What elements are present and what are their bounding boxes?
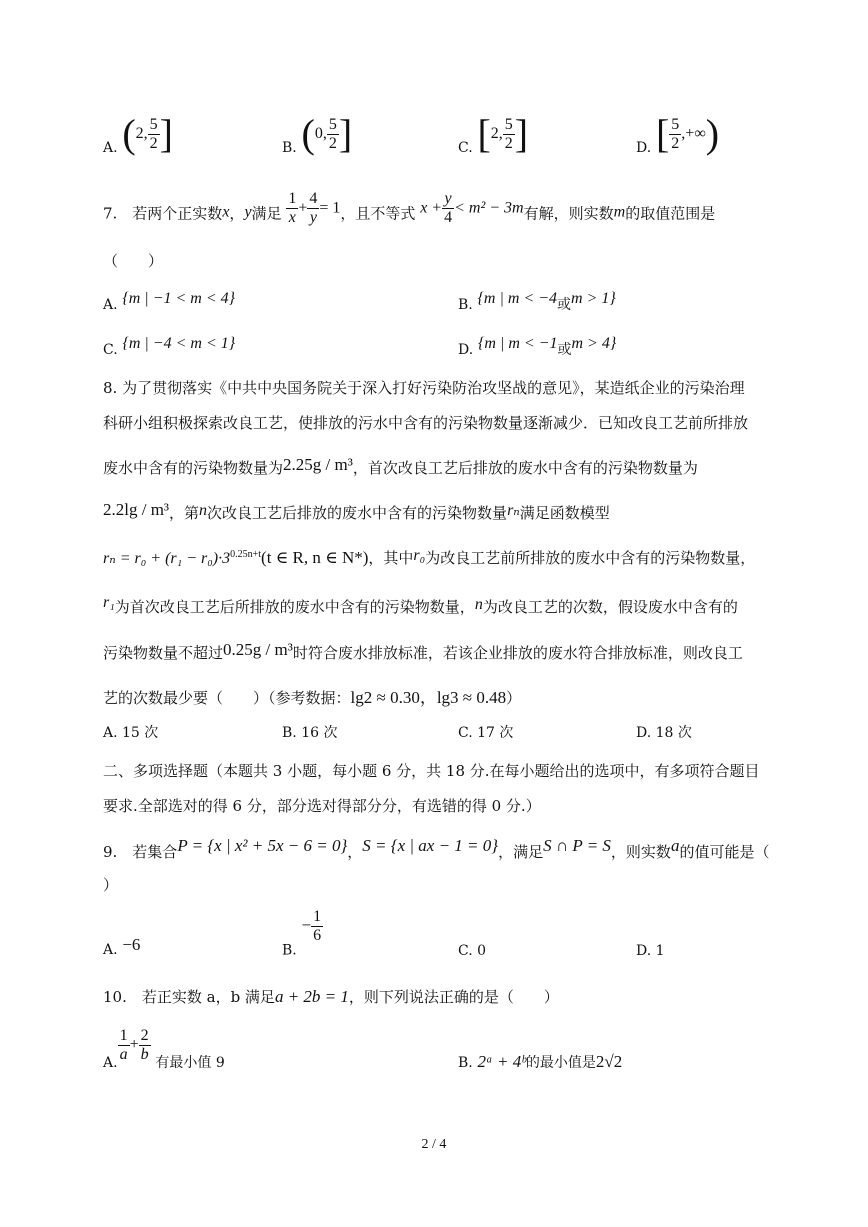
formula: rₙ = r₀ + (r₁ − r₀)·3 xyxy=(103,550,231,567)
q7-answer-paren: （ ） xyxy=(103,252,164,270)
separator: ， xyxy=(347,843,363,861)
option-expr: −6 xyxy=(122,935,141,954)
or-word: 或 xyxy=(557,297,572,313)
option-value: 2, xyxy=(135,125,148,142)
fraction xyxy=(503,116,515,153)
q7-stem-text: 7. 若两个正实数 xyxy=(103,204,223,223)
q7-stem-text: 满足 xyxy=(251,204,282,223)
q8-option-b: B. 16 次 xyxy=(282,725,338,741)
var-r1: r₁ xyxy=(103,594,115,611)
bracket-right: ] xyxy=(338,111,353,156)
q9-option-c: C. 0 xyxy=(458,943,487,959)
var-n: n xyxy=(474,596,483,613)
q9-option-b xyxy=(282,908,323,959)
numerator: 1 xyxy=(313,908,322,925)
q8-line-7 xyxy=(103,640,743,663)
minus-sign: − xyxy=(301,915,312,935)
denominator: 2 xyxy=(328,134,337,152)
q10-stem xyxy=(103,986,559,1007)
or-word: 或 xyxy=(557,342,572,358)
var-y: y xyxy=(244,203,252,221)
var-m: m xyxy=(613,203,626,221)
bracket-left: ( xyxy=(301,111,315,156)
option-text: 有最小值 9 xyxy=(155,1055,225,1071)
reference-data: lg2 ≈ 0.30，lg3 ≈ 0.48 xyxy=(350,688,507,707)
var-n: n xyxy=(199,502,208,519)
q7-stem-text: ，且不等式 xyxy=(340,204,416,223)
option-expr: m > 1} xyxy=(571,290,616,307)
numerator: 1 xyxy=(288,190,297,207)
set-p: P = {x | x² + 5x − 6 = 0} xyxy=(177,836,348,855)
value: 2.25g / m³ xyxy=(283,455,353,474)
fraction-1-over-x xyxy=(286,190,298,227)
inequality-left: x + xyxy=(420,199,443,217)
section2-heading-line-1: 二、多项选择题（本题共 3 小题，每小题 6 分，共 18 分.在每小题给出的选项中，有多项符合题目 xyxy=(103,762,760,780)
text: 为改良工艺的次数，假设废水中含有的 xyxy=(482,598,738,616)
fraction xyxy=(327,116,339,153)
text: 艺的次数最少要（ ）（参考数据： xyxy=(103,689,351,707)
option-label: B. xyxy=(282,942,297,959)
fraction xyxy=(148,116,160,153)
option-value: 2√2 xyxy=(595,1052,623,1071)
bracket-right: ] xyxy=(514,111,529,156)
equation-rhs: = 1 xyxy=(319,199,341,217)
section2-heading-line-2: 要求.全部选对的得 6 分，部分选对得部分分，有选错的得 0 分.） xyxy=(103,797,541,815)
q8-line-4 xyxy=(103,500,610,523)
fraction xyxy=(311,908,323,945)
q8-option-c: C. 17 次 xyxy=(458,725,514,741)
condition: (t ∈ R, n ∈ N*) xyxy=(261,548,369,567)
option-expr: {m | −1 < m < 4} xyxy=(122,290,236,307)
option-label: B. xyxy=(282,140,297,156)
bracket-left: ( xyxy=(122,111,136,156)
var-x: x xyxy=(222,203,230,221)
q9-option-a xyxy=(103,935,140,958)
text: ，第 xyxy=(169,504,200,522)
var-rn: rₙ xyxy=(507,502,520,519)
option-value: 0, xyxy=(314,125,327,142)
option-value: 2, xyxy=(490,125,503,142)
option-label: A. xyxy=(103,297,118,313)
numerator: 5 xyxy=(504,115,513,133)
denominator: 4 xyxy=(444,209,453,226)
separator: ， xyxy=(229,204,245,223)
numerator: 2 xyxy=(140,1027,149,1044)
q8-option-d: D. 18 次 xyxy=(636,725,692,741)
option-label: C. xyxy=(103,342,118,358)
denominator: 2 xyxy=(149,134,158,152)
q10-option-b xyxy=(458,1052,622,1072)
q7-stem-text: 的取值范围是 xyxy=(625,204,716,223)
option-label: A. xyxy=(103,1055,118,1071)
option-label: C. xyxy=(458,140,473,156)
denominator: x xyxy=(288,209,296,226)
set-s: S = {x | ax − 1 = 0} xyxy=(362,836,499,855)
numerator: 5 xyxy=(149,115,158,133)
option-label: D. xyxy=(458,342,474,358)
denominator: 2 xyxy=(671,134,680,152)
text: 9. 若集合 xyxy=(103,843,178,861)
q7-stem-text: 有解，则实数 xyxy=(523,204,614,223)
q9-option-d: D. 1 xyxy=(636,943,665,959)
bracket-left: [ xyxy=(655,111,670,156)
option-expr: 2ᵃ + 4ᵇ xyxy=(477,1052,526,1071)
option-label: B. xyxy=(458,297,473,313)
fraction-y-over-4 xyxy=(442,190,454,227)
option-label: B. xyxy=(458,1055,473,1071)
option-expr: {m | −4 < m < 1} xyxy=(122,335,236,352)
q6-option-a xyxy=(103,111,173,156)
text: ，则下列说法正确的是（ ） xyxy=(348,988,559,1006)
option-expr: m > 4} xyxy=(571,335,617,352)
q6-option-d xyxy=(636,111,720,156)
text: 污染物数量不超过 xyxy=(103,644,224,662)
denominator: a xyxy=(119,1046,128,1063)
option-value: ,+∞ xyxy=(681,125,706,142)
denominator: 6 xyxy=(313,927,322,944)
numerator: 5 xyxy=(671,115,680,133)
q7-option-d xyxy=(458,334,616,359)
option-expr: {m | m < −4 xyxy=(477,290,558,307)
fraction-4-over-y xyxy=(307,190,319,227)
q8-line-6 xyxy=(103,594,738,617)
text: 的值可能是（ xyxy=(679,843,770,861)
q7-option-b xyxy=(458,289,616,314)
value: 0.25g / m³ xyxy=(223,640,293,659)
option-label: A. xyxy=(103,942,118,958)
q10-option-a xyxy=(103,1027,225,1072)
plus-sign: + xyxy=(129,1036,139,1053)
option-expr: {m | m < −1 xyxy=(477,335,558,352)
text: 10. 若正实数 a，b 满足 xyxy=(103,988,275,1006)
q6-option-c xyxy=(458,111,529,156)
denominator: 2 xyxy=(504,134,513,152)
fraction-1-over-a xyxy=(118,1027,130,1064)
text: ，满足 xyxy=(498,843,544,861)
text: ） xyxy=(506,689,522,707)
text: 废水中含有的污染物数量为 xyxy=(103,459,284,477)
text: ，首次改良工艺后排放的废水中含有的污染物数量为 xyxy=(352,459,698,477)
text: ，其中 xyxy=(368,549,414,567)
denominator: b xyxy=(140,1046,149,1063)
text: 次改良工艺后排放的废水中含有的污染物数量 xyxy=(207,504,508,522)
page-number: 2 / 4 xyxy=(421,1137,447,1152)
fraction xyxy=(669,116,681,153)
q9-stem-end: ） xyxy=(103,876,119,894)
bracket-right: ) xyxy=(705,111,720,156)
q7-stem: 7. 若两个正实数x，y满足 $\frac{1}{x}$ + $\frac{4}{y}$ = 1，且不等式 x + $\frac{y}{4}$ < m² − 3m有解，则实数m的取值范围是 xyxy=(103,190,716,226)
q8-line-1: 8. 为了贯彻落实《中共中央国务院关于深入打好污染防治攻坚战的意见》，某造纸企业的污染治理 xyxy=(103,379,745,397)
q8-line-5 xyxy=(103,547,755,568)
numerator: y xyxy=(442,190,454,209)
text: 时符合废水排放标准，若该企业排放的废水符合排放标准，则改良工 xyxy=(292,644,743,662)
option-label: A. xyxy=(103,140,118,156)
condition: S ∩ P = S xyxy=(543,836,611,855)
q7-option-c xyxy=(103,334,235,358)
numerator: 1 xyxy=(119,1027,128,1044)
q9-stem xyxy=(103,836,769,862)
denominator: y xyxy=(309,209,317,226)
numerator: 5 xyxy=(328,115,337,133)
bracket-right: ] xyxy=(159,111,173,156)
option-label: D. xyxy=(636,140,652,156)
condition: a + 2b = 1 xyxy=(274,987,349,1006)
text: 满足函数模型 xyxy=(519,504,610,522)
q8-option-a: A. 15 次 xyxy=(103,725,159,741)
value: 2.2lg / m³ xyxy=(103,500,170,519)
numerator: 4 xyxy=(309,190,318,207)
q6-option-b xyxy=(282,111,353,156)
exponent: 0.25n+t xyxy=(230,549,262,560)
option-text: 的最小值是 xyxy=(525,1055,596,1071)
q8-line-2: 科研小组积极探索改良工艺，使排放的污水中含有的污染物数量逐渐减少．已知改良工艺前所排放 xyxy=(103,414,749,432)
q8-line-8 xyxy=(103,683,521,708)
fraction-2-over-b xyxy=(139,1027,151,1064)
bracket-left: [ xyxy=(477,111,491,156)
var-r0: r₀ xyxy=(413,547,426,564)
text: 为首次改良工艺后所排放的废水中含有的污染物数量， xyxy=(114,598,475,616)
q8-line-3 xyxy=(103,455,698,478)
text: ，则实数 xyxy=(610,843,671,861)
inequality-right: < m² − 3m xyxy=(454,199,524,217)
var-a: a xyxy=(670,836,680,855)
q7-option-a xyxy=(103,289,235,313)
text: 为改良工艺前所排放的废水中含有的污染物数量， xyxy=(425,549,756,567)
